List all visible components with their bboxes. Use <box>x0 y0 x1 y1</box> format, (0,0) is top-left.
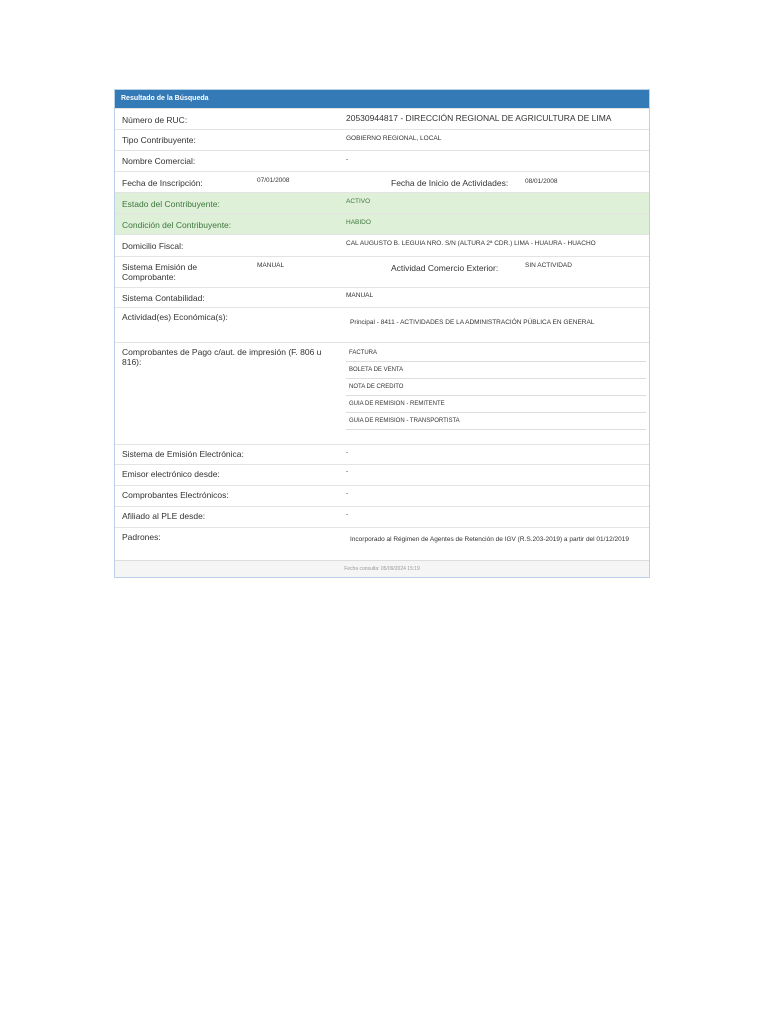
inscripcion-label: Fecha de Inscripción: <box>122 178 203 188</box>
row-sistema-electronica <box>115 444 649 464</box>
result-panel <box>114 89 650 578</box>
sistema-electronica-label: Sistema de Emisión Electrónica: <box>122 449 244 459</box>
actividades-label: Actividad(es) Económica(s): <box>122 312 228 322</box>
actividades-value: Principal - 8411 - ACTIVIDADES DE LA ADMINISTRACIÓN PÚBLICA EN GENERAL <box>350 319 595 326</box>
padrones-label: Padrones: <box>122 532 161 542</box>
contabilidad-label: Sistema Contabilidad: <box>122 293 205 303</box>
emisor-value: - <box>346 468 349 475</box>
comprobantes-electronicos-label: Comprobantes Electrónicos: <box>122 490 229 500</box>
row-comprobantes-electronicos <box>115 485 649 506</box>
comprobantes-electronicos-value: - <box>346 490 349 497</box>
estado-value: ACTIVO <box>346 198 371 205</box>
padrones-value: Incorporado al Régimen de Agentes de Retención de IGV (R.S.203-2019) a partir del 01/12/2019 <box>350 536 629 543</box>
inicio-actividades-value: 08/01/2008 <box>525 178 558 185</box>
ple-value: - <box>346 511 349 518</box>
condicion-value: HABIDO <box>346 219 371 226</box>
row-ruc <box>115 108 649 129</box>
domicilio-label: Domicilio Fiscal: <box>122 241 184 251</box>
row-domicilio <box>115 234 649 256</box>
row-actividades <box>115 307 649 342</box>
panel-heading: Resultado de la Búsqueda <box>115 90 649 108</box>
nombre-comercial-value: - <box>346 156 349 163</box>
row-emision <box>115 256 649 287</box>
list-item: GUIA DE REMISION - TRANSPORTISTA <box>346 413 646 430</box>
row-padrones <box>115 527 649 560</box>
comercio-exterior-value: SIN ACTIVIDAD <box>525 262 572 269</box>
list-item: NOTA DE CREDITO <box>346 379 646 396</box>
list-item: BOLETA DE VENTA <box>346 362 646 379</box>
comprobantes-label: Comprobantes de Pago c/aut. de impresión (F. 806 u 816): <box>122 347 322 367</box>
ruc-label: Número de RUC: <box>122 115 188 125</box>
row-emisor <box>115 464 649 485</box>
tipo-label: Tipo Contribuyente: <box>122 135 196 145</box>
row-inscripcion <box>115 171 649 192</box>
emisor-label: Emisor electrónico desde: <box>122 469 220 479</box>
tipo-value: GOBIERNO REGIONAL, LOCAL <box>346 135 442 142</box>
row-comprobantes <box>115 342 649 444</box>
emision-value: MANUAL <box>257 262 285 269</box>
row-contabilidad <box>115 287 649 307</box>
row-estado <box>115 192 649 213</box>
ple-label: Afiliado al PLE desde: <box>122 511 206 521</box>
contabilidad-value: MANUAL <box>346 292 374 299</box>
list-item: GUIA DE REMISION - REMITENTE <box>346 396 646 413</box>
comercio-exterior-label: Actividad Comercio Exterior: <box>391 263 499 273</box>
inicio-actividades-label: Fecha de Inicio de Actividades: <box>391 178 509 188</box>
comprobantes-list <box>346 345 646 430</box>
ruc-value: 20530944817 - DIRECCIÓN REGIONAL DE AGRICULTURA DE LIMA <box>346 113 612 123</box>
nombre-comercial-label: Nombre Comercial: <box>122 156 196 166</box>
row-nombre-comercial <box>115 150 649 171</box>
domicilio-value: CAL AUGUSTO B. LEGUIA NRO. S/N (ALTURA 2ª CDR.) LIMA - HUAURA - HUACHO <box>346 240 596 247</box>
panel-footer: Fecha consulta: 05/09/2024 15:19 <box>115 560 649 577</box>
condicion-label: Condición del Contribuyente: <box>122 220 232 230</box>
row-condicion <box>115 213 649 234</box>
sistema-electronica-value: - <box>346 449 349 456</box>
list-item: FACTURA <box>346 345 646 362</box>
row-tipo <box>115 129 649 150</box>
inscripcion-value: 07/01/2008 <box>257 177 290 184</box>
emision-label: Sistema Emisión de Comprobante: <box>122 262 198 282</box>
estado-label: Estado del Contribuyente: <box>122 199 220 209</box>
row-ple <box>115 506 649 527</box>
